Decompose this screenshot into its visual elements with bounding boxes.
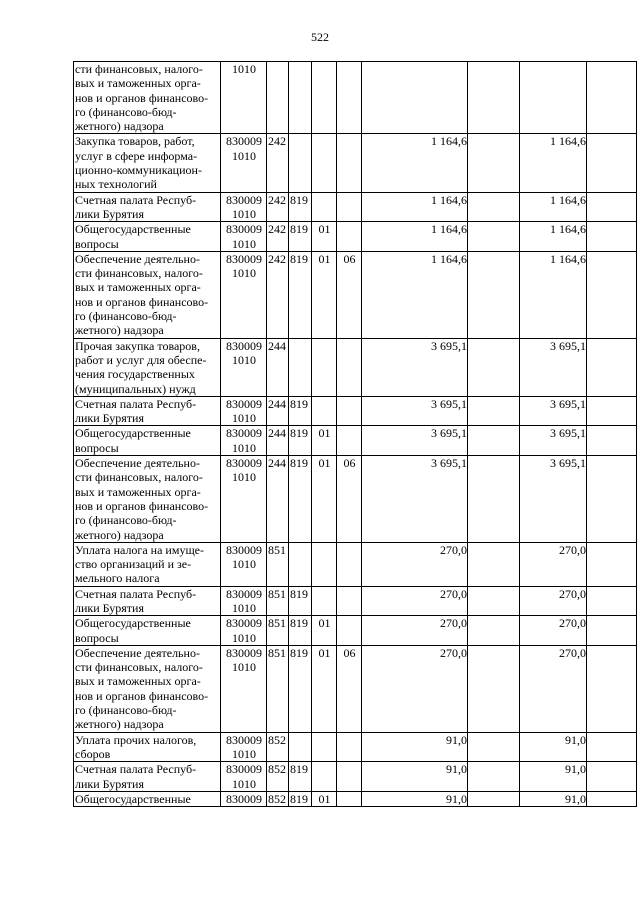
cell-empty [587,645,637,732]
cell-target-code: 830009 1010 [221,222,267,252]
cell-admin-code: 819 [289,456,312,543]
cell-amount: 91,0 [362,762,468,792]
cell-section: 01 [312,645,337,732]
cell-admin-code [289,134,312,192]
cell-target-code: 830009 1010 [221,134,267,192]
cell-amount-total: 1 164,6 [520,134,587,192]
cell-section [312,586,337,616]
cell-target-code: 830009 1010 [221,616,267,646]
cell-name: Обеспечение деятельно- сти финансовых, налого- вых и таможенных орга- нов и органов финансово- го (финансово-бюд- жетного) надзора [74,456,221,543]
cell-name: Уплата прочих налогов, сборов [74,732,221,762]
cell-empty [468,396,520,426]
cell-amount: 3 695,1 [362,338,468,396]
cell-section [312,62,337,134]
cell-amount-total: 270,0 [520,586,587,616]
cell-subsection [337,222,362,252]
cell-empty [468,616,520,646]
cell-empty [468,542,520,586]
cell-target-code: 830009 1010 [221,192,267,222]
cell-amount-total: 3 695,1 [520,456,587,543]
cell-subsection: 06 [337,251,362,338]
cell-amount-total [520,62,587,134]
cell-section: 01 [312,426,337,456]
cell-section [312,542,337,586]
cell-subsection: 06 [337,645,362,732]
cell-empty [587,762,637,792]
cell-subsection [337,338,362,396]
cell-admin-code: 819 [289,762,312,792]
cell-target-code: 830009 1010 [221,645,267,732]
table-row [74,762,637,792]
cell-empty [587,251,637,338]
cell-admin-code: 819 [289,192,312,222]
cell-amount: 270,0 [362,645,468,732]
cell-expense-type: 852 [267,762,289,792]
cell-expense-type: 242 [267,222,289,252]
cell-admin-code: 819 [289,586,312,616]
cell-expense-type: 851 [267,542,289,586]
table-row [74,222,637,252]
cell-name: Обеспечение деятельно- сти финансовых, налого- вых и таможенных орга- нов и органов финансово- го (финансово-бюд- жетного) надзора [74,645,221,732]
cell-admin-code [289,338,312,396]
cell-subsection [337,134,362,192]
cell-admin-code [289,62,312,134]
cell-admin-code: 819 [289,426,312,456]
cell-expense-type: 242 [267,192,289,222]
cell-empty [587,426,637,456]
cell-name: Счетная палата Респуб- лики Бурятия [74,396,221,426]
cell-admin-code [289,732,312,762]
cell-admin-code [289,542,312,586]
cell-target-code: 830009 1010 [221,586,267,616]
cell-target-code: 830009 1010 [221,456,267,543]
cell-target-code: 830009 1010 [221,396,267,426]
table-row [74,456,637,543]
cell-admin-code: 819 [289,396,312,426]
cell-subsection [337,586,362,616]
cell-section: 01 [312,222,337,252]
cell-name: Счетная палата Респуб- лики Бурятия [74,586,221,616]
cell-section: 01 [312,616,337,646]
cell-amount: 91,0 [362,732,468,762]
cell-expense-type: 244 [267,426,289,456]
cell-section: 01 [312,791,337,806]
page-number: 522 [311,30,329,44]
cell-empty [468,586,520,616]
cell-expense-type: 851 [267,645,289,732]
cell-name: Счетная палата Респуб- лики Бурятия [74,192,221,222]
cell-amount-total: 3 695,1 [520,396,587,426]
cell-name: Обеспечение деятельно- сти финансовых, налого- вых и таможенных орга- нов и органов финансово- го (финансово-бюд- жетного) надзора [74,251,221,338]
cell-empty [587,586,637,616]
cell-empty [468,426,520,456]
cell-empty [468,732,520,762]
table-row [74,616,637,646]
cell-empty [468,251,520,338]
cell-amount [362,62,468,134]
cell-subsection [337,426,362,456]
cell-expense-type: 244 [267,456,289,543]
cell-section: 01 [312,251,337,338]
cell-subsection [337,616,362,646]
cell-name: Прочая закупка товаров, работ и услуг для обеспе- чения государственных (муниципальных) нужд [74,338,221,396]
cell-expense-type: 852 [267,791,289,806]
cell-empty [468,338,520,396]
cell-expense-type: 244 [267,338,289,396]
table-row [74,192,637,222]
cell-amount: 1 164,6 [362,222,468,252]
cell-expense-type: 242 [267,251,289,338]
cell-name: сти финансовых, налого- вых и таможенных орга- нов и органов финансово- го (финансово-бюд- жетного) надзора [74,62,221,134]
cell-admin-code: 819 [289,791,312,806]
cell-name: Общегосударственные вопросы [74,426,221,456]
cell-empty [587,396,637,426]
cell-name: Общегосударственные вопросы [74,222,221,252]
cell-target-code: 830009 1010 [221,338,267,396]
cell-amount: 1 164,6 [362,192,468,222]
cell-empty [468,645,520,732]
cell-amount: 1 164,6 [362,251,468,338]
cell-empty [587,456,637,543]
table-body [74,62,637,807]
cell-amount: 3 695,1 [362,426,468,456]
cell-target-code: 830009 1010 [221,426,267,456]
cell-amount-total: 3 695,1 [520,338,587,396]
cell-target-code: 1010 [221,62,267,134]
cell-section [312,192,337,222]
cell-amount-total: 3 695,1 [520,426,587,456]
cell-subsection [337,732,362,762]
cell-empty [587,616,637,646]
cell-expense-type [267,62,289,134]
cell-admin-code: 819 [289,251,312,338]
cell-empty [468,762,520,792]
cell-admin-code: 819 [289,222,312,252]
cell-expense-type: 242 [267,134,289,192]
cell-amount-total: 270,0 [520,645,587,732]
cell-amount-total: 1 164,6 [520,251,587,338]
cell-empty [468,222,520,252]
cell-target-code: 830009 [221,791,267,806]
cell-section [312,338,337,396]
budget-table [73,61,637,807]
table-row [74,645,637,732]
cell-section [312,762,337,792]
cell-amount: 270,0 [362,616,468,646]
cell-amount: 3 695,1 [362,456,468,543]
cell-name: Общегосударственные вопросы [74,616,221,646]
cell-empty [587,732,637,762]
cell-name: Уплата налога на имуще- ство организаций и зе- мельного налога [74,542,221,586]
table-row [74,542,637,586]
cell-amount: 3 695,1 [362,396,468,426]
cell-target-code: 830009 1010 [221,251,267,338]
cell-amount-total: 91,0 [520,791,587,806]
cell-empty [468,134,520,192]
table-row [74,732,637,762]
cell-name: Общегосударственные [74,791,221,806]
cell-empty [587,791,637,806]
table-row [74,396,637,426]
cell-amount-total: 270,0 [520,542,587,586]
cell-subsection [337,192,362,222]
table-row [74,338,637,396]
cell-section [312,732,337,762]
table-row [74,586,637,616]
cell-amount: 270,0 [362,542,468,586]
cell-amount-total: 1 164,6 [520,192,587,222]
cell-name: Счетная палата Респуб- лики Бурятия [74,762,221,792]
cell-amount: 1 164,6 [362,134,468,192]
cell-expense-type: 852 [267,732,289,762]
cell-subsection: 06 [337,456,362,543]
cell-empty [468,456,520,543]
cell-subsection [337,791,362,806]
cell-empty [587,62,637,134]
cell-admin-code: 819 [289,645,312,732]
cell-empty [587,542,637,586]
cell-expense-type: 851 [267,586,289,616]
cell-section [312,134,337,192]
cell-empty [468,192,520,222]
cell-amount: 91,0 [362,791,468,806]
cell-empty [468,62,520,134]
table-row [74,791,637,806]
cell-empty [587,192,637,222]
cell-target-code: 830009 1010 [221,762,267,792]
table-row [74,251,637,338]
cell-subsection [337,542,362,586]
cell-section [312,396,337,426]
cell-empty [468,791,520,806]
cell-amount-total: 91,0 [520,762,587,792]
cell-empty [587,338,637,396]
cell-amount-total: 91,0 [520,732,587,762]
cell-subsection [337,762,362,792]
cell-expense-type: 851 [267,616,289,646]
cell-admin-code: 819 [289,616,312,646]
cell-amount-total: 270,0 [520,616,587,646]
table-row [74,134,637,192]
cell-empty [587,222,637,252]
table-row [74,426,637,456]
cell-amount-total: 1 164,6 [520,222,587,252]
cell-section: 01 [312,456,337,543]
cell-expense-type: 244 [267,396,289,426]
cell-empty [587,134,637,192]
cell-target-code: 830009 1010 [221,542,267,586]
cell-target-code: 830009 1010 [221,732,267,762]
cell-name: Закупка товаров, работ, услуг в сфере информа- ционно-коммуникацион- ных технологий [74,134,221,192]
cell-subsection [337,62,362,134]
cell-amount: 270,0 [362,586,468,616]
cell-subsection [337,396,362,426]
table-row [74,62,637,134]
